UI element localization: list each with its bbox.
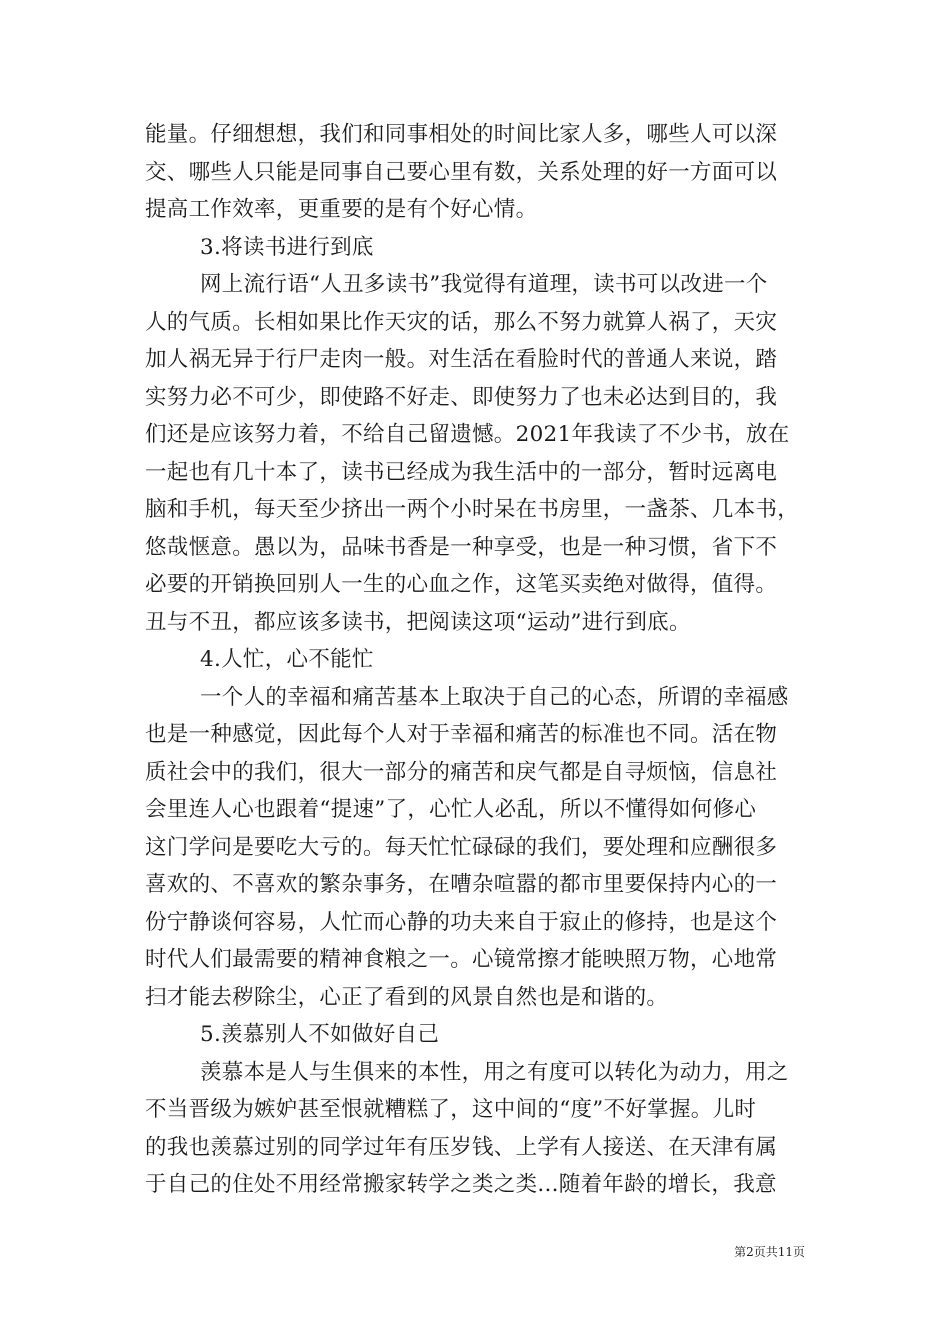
text-line: 脑和手机，每天至少挤出一两个小时呆在书房里，一盏茶、几本书， [145, 497, 800, 522]
section-heading-4: 4.人忙，心不能忙 [200, 647, 374, 672]
text-line: 人的气质。长相如果比作天灾的话，那么不努力就算人祸了，天灾 [145, 309, 778, 335]
text-line: 交、哪些人只能是同事自己要心里有数，关系处理的好一方面可以 [145, 159, 778, 185]
text-line: 必要的开销换回别人一生的心血之作，这笔买卖绝对做得，值得。 [145, 572, 778, 597]
text-line: 实努力必不可少，即使路不好走、即使努力了也未必达到目的，我 [145, 384, 778, 410]
text-line: 时代人们最需要的精神食粮之一。心镜常擦才能映照万物，心地常 [145, 947, 778, 972]
text-line: 能量。仔细想想，我们和同事相处的时间比家人多，哪些人可以深 [145, 122, 778, 147]
text-line: 这门学问是要吃大亏的。每天忙忙碌碌的我们，要处理和应酬很多 [145, 834, 778, 860]
text-line: 也是一种感觉，因此每个人对于幸福和痛苦的标准也不同。活在物 [145, 722, 778, 747]
text-line: 份宁静谈何容易，人忙而心静的功夫来自于寂止的修持，也是这个 [145, 909, 778, 935]
text-line: 于自己的住处不用经常搬家转学之类之类...随着年龄的增长，我意 [145, 1172, 777, 1197]
text-line: 悠哉惬意。愚以为，品味书香是一种享受，也是一种习惯，省下不 [145, 534, 778, 560]
text-line: 的我也羡慕过别的同学过年有压岁钱、上学有人接送、在天津有属 [145, 1134, 778, 1160]
paragraph-first-line: 网上流行语“人丑多读书”我觉得有道理，读书可以改进一个 [200, 272, 768, 297]
text-line: 一起也有几十本了，读书已经成为我生活中的一部分，暂时远离电 [145, 459, 778, 485]
text-line: 加人祸无异于行尸走肉一般。对生活在看脸时代的普通人来说，踏 [145, 347, 778, 372]
text-line: 不当晋级为嫉妒甚至恨就糟糕了，这中间的“度”不好掌握。儿时 [145, 1097, 757, 1122]
text-line: 会里连人心也跟着“提速”了，心忙人必乱，所以不懂得如何修心 [145, 797, 757, 822]
text-line: 提高工作效率，更重要的是有个好心情。 [145, 197, 538, 222]
text-line: 喜欢的、不喜欢的繁杂事务，在嘈杂喧嚣的都市里要保持内心的一 [145, 872, 778, 897]
text-line: 扫才能去秽除尘，心正了看到的风景自然也是和谐的。 [145, 984, 669, 1010]
paragraph-first-line: 羡慕本是人与生俱来的本性，用之有度可以转化为动力，用之 [200, 1059, 789, 1085]
page-number-footer: 第2页共11页 [734, 1245, 805, 1259]
section-heading-3: 3.将读书进行到底 [200, 234, 374, 260]
text-line: 丑与不丑，都应该多读书，把阅读这项“运动”进行到底。 [145, 609, 691, 635]
text-line: 质社会中的我们，很大一部分的痛苦和戾气都是自寻烦恼，信息社 [145, 759, 778, 785]
section-heading-5: 5.羡慕别人不如做好自己 [200, 1022, 440, 1047]
text-line: 们还是应该努力着，不给自己留遗憾。2021年我读了不少书，放在 [145, 422, 790, 447]
paragraph-first-line: 一个人的幸福和痛苦基本上取决于自己的心态，所谓的幸福感 [200, 684, 789, 710]
